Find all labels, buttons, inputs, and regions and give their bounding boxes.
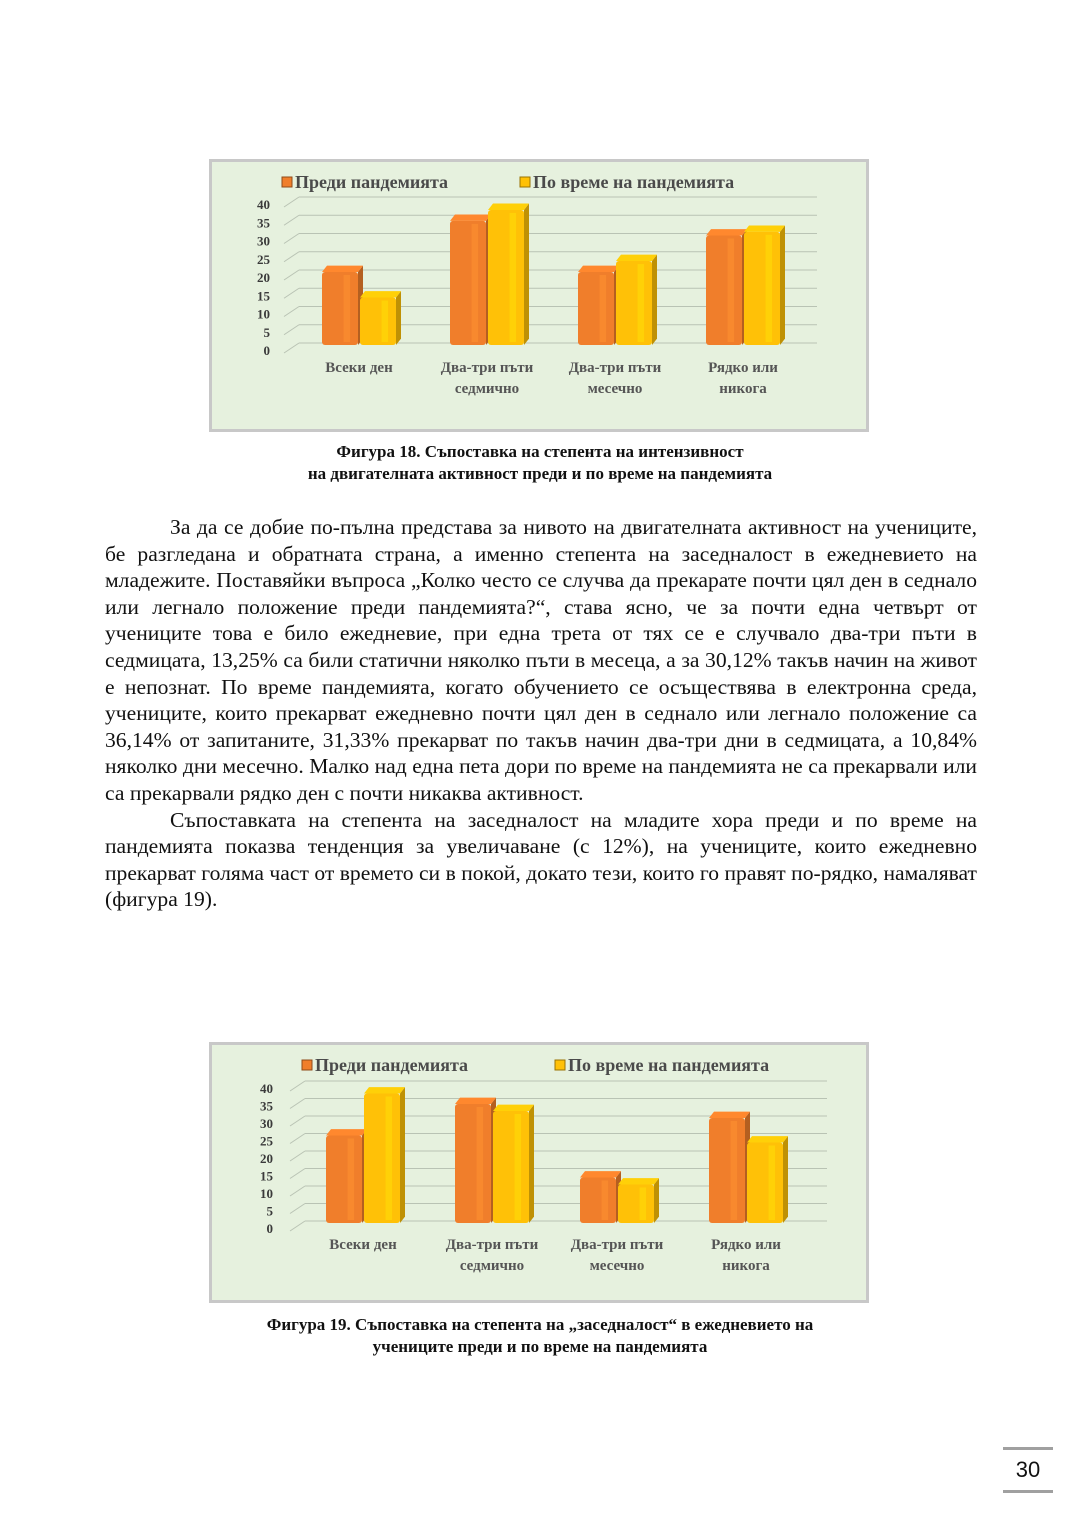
bar-highlight — [640, 1188, 646, 1221]
y-tick-label: 15 — [260, 1168, 273, 1184]
figure-18-caption-line2: на двигателната активност преди и по време на пандемията — [307, 464, 773, 483]
bar — [578, 266, 619, 345]
bar-side — [654, 1178, 659, 1223]
bar-top — [326, 1129, 367, 1135]
bar-top — [488, 204, 529, 210]
legend-swatch — [520, 177, 530, 187]
y-tick-label: 30 — [260, 1116, 273, 1131]
y-tick-label: 40 — [260, 1081, 273, 1096]
x-category-label: Рядко или — [711, 1237, 781, 1253]
bar-top — [578, 266, 619, 272]
gridline-depth — [290, 1221, 305, 1231]
bar — [709, 1112, 750, 1223]
x-category-label: Рядко или — [708, 360, 778, 376]
x-category-label: Два-три пъти — [445, 1237, 539, 1253]
bar-front — [326, 1136, 362, 1224]
gridline-depth — [284, 343, 299, 353]
bar-top — [616, 255, 657, 261]
bar-top — [322, 266, 363, 272]
bar-top — [747, 1136, 788, 1142]
gridline-depth — [284, 197, 299, 207]
bar — [326, 1129, 367, 1223]
bar-highlight — [638, 264, 644, 342]
x-category-label: Два-три пъти — [570, 1237, 664, 1253]
x-category-label: никога — [719, 381, 767, 397]
legend-label: Преди пандемията — [315, 1055, 469, 1075]
legend-swatch — [555, 1060, 565, 1070]
bar-highlight — [386, 1097, 392, 1221]
x-category-label: Всеки ден — [329, 1237, 397, 1253]
legend-label: Преди пандемията — [295, 172, 449, 192]
bar-highlight — [769, 1146, 775, 1221]
figure-18-caption — [0, 441, 1080, 485]
bar-highlight — [477, 1107, 483, 1220]
y-tick-label: 10 — [257, 306, 270, 322]
bar-top — [580, 1171, 621, 1177]
bar-highlight — [602, 1181, 608, 1221]
legend — [282, 172, 734, 192]
bar-front — [360, 298, 396, 345]
y-tick-label: 30 — [257, 233, 270, 249]
figure-18-caption-line1: Фигура 18. Съпоставка на степента на интензивност — [336, 442, 744, 461]
bar-highlight — [766, 235, 772, 342]
bar — [450, 215, 491, 346]
y-tick-label: 40 — [257, 197, 270, 212]
x-category-label: месечно — [587, 381, 643, 397]
gridline-depth — [290, 1134, 305, 1144]
figure-19-caption-line2: учениците преди и по време на пандемията — [372, 1337, 708, 1356]
chart-svg-18 — [212, 162, 866, 429]
y-tick-label: 25 — [257, 251, 270, 267]
bar — [747, 1136, 788, 1223]
bar — [488, 204, 529, 345]
bars — [326, 1087, 788, 1223]
bar-side — [396, 291, 401, 345]
gridline-depth — [284, 325, 299, 335]
bar-top — [618, 1178, 659, 1184]
y-tick-label: 0 — [266, 1221, 273, 1236]
y-tick-label: 20 — [260, 1151, 273, 1166]
x-category-label: Два-три пъти — [440, 360, 534, 376]
bar-highlight — [344, 275, 350, 342]
chart-svg-19 — [212, 1045, 866, 1300]
gridline-depth — [284, 252, 299, 262]
legend-swatch — [282, 177, 292, 187]
gridline-depth — [284, 234, 299, 244]
gridline-depth — [284, 307, 299, 317]
legend-swatch — [302, 1060, 312, 1070]
legend-label: По време на пандемията — [568, 1055, 770, 1075]
y-tick-label: 35 — [257, 215, 270, 231]
bar — [706, 229, 747, 345]
bar-top — [364, 1087, 405, 1093]
figure-18-chart — [209, 159, 869, 432]
bar — [364, 1087, 405, 1223]
bar — [322, 266, 363, 345]
bar — [360, 291, 401, 345]
gridline-depth — [290, 1169, 305, 1179]
x-category-label: Два-три пъти — [568, 360, 662, 376]
bar-front — [706, 236, 742, 346]
bar-front — [493, 1111, 529, 1223]
bar-front — [450, 221, 486, 345]
bar-front — [580, 1178, 616, 1224]
x-category-label: месечно — [589, 1258, 645, 1274]
legend-label: По време на пандемията — [533, 172, 735, 192]
y-tick-label: 35 — [260, 1098, 273, 1114]
bar-highlight — [515, 1114, 521, 1220]
body-text — [105, 514, 977, 913]
bar-front — [618, 1185, 654, 1224]
paragraph-1: За да се добие по-пълна представа за нивото на двигателната активност на учениците, бе разгледана и обратната страна, а именно степента на заседналост в ежедневието на младежите. Поставяйки въпроса „Колко често се случва да прекарате почти цял ден в седнало или легнало положение преди пандемията?“, става ясно, че за почти една четвърт от учениците това е било ежедневие, при една трета от тях се е случвало два-три пъти в седмицата, 13,25% са били статични няколко пъти в месеца, а за 30,12% такъв начин на живот е непознат. По време пандемията, когато обучението се осъществява в електронна среда, учениците, които прекарват ежедневно почти цял ден в седнало или легнало положение са 36,14% от запитаните, 31,33% прекарват по такъв начин два-три дни в седмицата, а 10,84% няколко дни месечно. Малко над една пета дори по време на пандемията не са прекарвали или са прекарвали рядко ден с почти никаква активност. — [105, 515, 977, 805]
bar-top — [744, 225, 785, 231]
bar — [580, 1171, 621, 1223]
bar-top — [450, 215, 491, 221]
bar-side — [524, 204, 529, 345]
bar-top — [493, 1105, 534, 1111]
gridline-depth — [284, 270, 299, 280]
bar-highlight — [348, 1139, 354, 1221]
bar-top — [709, 1112, 750, 1118]
bar-front — [616, 261, 652, 345]
bar-highlight — [600, 275, 606, 342]
bars — [322, 204, 785, 345]
bar-side — [529, 1105, 534, 1223]
x-category-label: седмично — [459, 1258, 525, 1274]
y-tick-label: 10 — [260, 1186, 273, 1201]
bar — [616, 255, 657, 345]
bar-front — [364, 1094, 400, 1224]
y-tick-label: 15 — [257, 288, 270, 304]
page-number: 30 — [1003, 1447, 1053, 1493]
bar-front — [747, 1143, 783, 1224]
gridline-depth — [290, 1204, 305, 1214]
bar — [618, 1178, 659, 1223]
gridline-depth — [290, 1151, 305, 1161]
bar-front — [322, 272, 358, 345]
bar-side — [400, 1087, 405, 1223]
x-category-label: Всеки ден — [325, 360, 393, 376]
bar-highlight — [728, 239, 734, 343]
y-tick-label: 25 — [260, 1133, 273, 1149]
bar-top — [455, 1098, 496, 1104]
bar-highlight — [472, 224, 478, 342]
bar-side — [783, 1136, 788, 1223]
bar-highlight — [510, 213, 516, 342]
legend — [302, 1055, 769, 1075]
y-tick-label: 0 — [263, 343, 270, 358]
bar-highlight — [731, 1121, 737, 1220]
bar-top — [360, 291, 401, 297]
bar — [744, 225, 785, 345]
bar — [493, 1105, 534, 1223]
gridline-depth — [290, 1116, 305, 1126]
bar-front — [709, 1118, 745, 1223]
bar-front — [488, 210, 524, 345]
figure-19-chart — [209, 1042, 869, 1303]
gridline-depth — [290, 1099, 305, 1109]
figure-19-caption — [0, 1314, 1080, 1358]
bar-front — [455, 1104, 491, 1223]
y-tick-label: 5 — [266, 1203, 273, 1219]
bar-highlight — [382, 301, 388, 342]
gridline-depth — [284, 288, 299, 298]
bar-front — [744, 232, 780, 345]
bar-side — [652, 255, 657, 345]
y-tick-label: 20 — [257, 270, 270, 285]
bar-top — [706, 229, 747, 235]
gridline-depth — [290, 1186, 305, 1196]
figure-19-caption-line1: Фигура 19. Съпоставка на степента на „заседналост“ в ежедневието на — [266, 1315, 814, 1334]
paragraph-2: Съпоставката на степента на заседналост на младите хора преди и по време на пандемията показва тенденция за увеличаване (с 12%), на учениците, които ежедневно прекарват голяма част от времето си в покой, докато тези, които го правят по-рядко, намаляват (фигура 19). — [105, 807, 977, 912]
y-tick-label: 5 — [263, 324, 270, 340]
x-category-label: седмично — [454, 381, 520, 397]
gridline-depth — [290, 1081, 305, 1091]
x-category-label: никога — [722, 1258, 770, 1274]
gridline-depth — [284, 215, 299, 225]
bar — [455, 1098, 496, 1223]
bar-side — [780, 225, 785, 345]
bar-front — [578, 272, 614, 345]
